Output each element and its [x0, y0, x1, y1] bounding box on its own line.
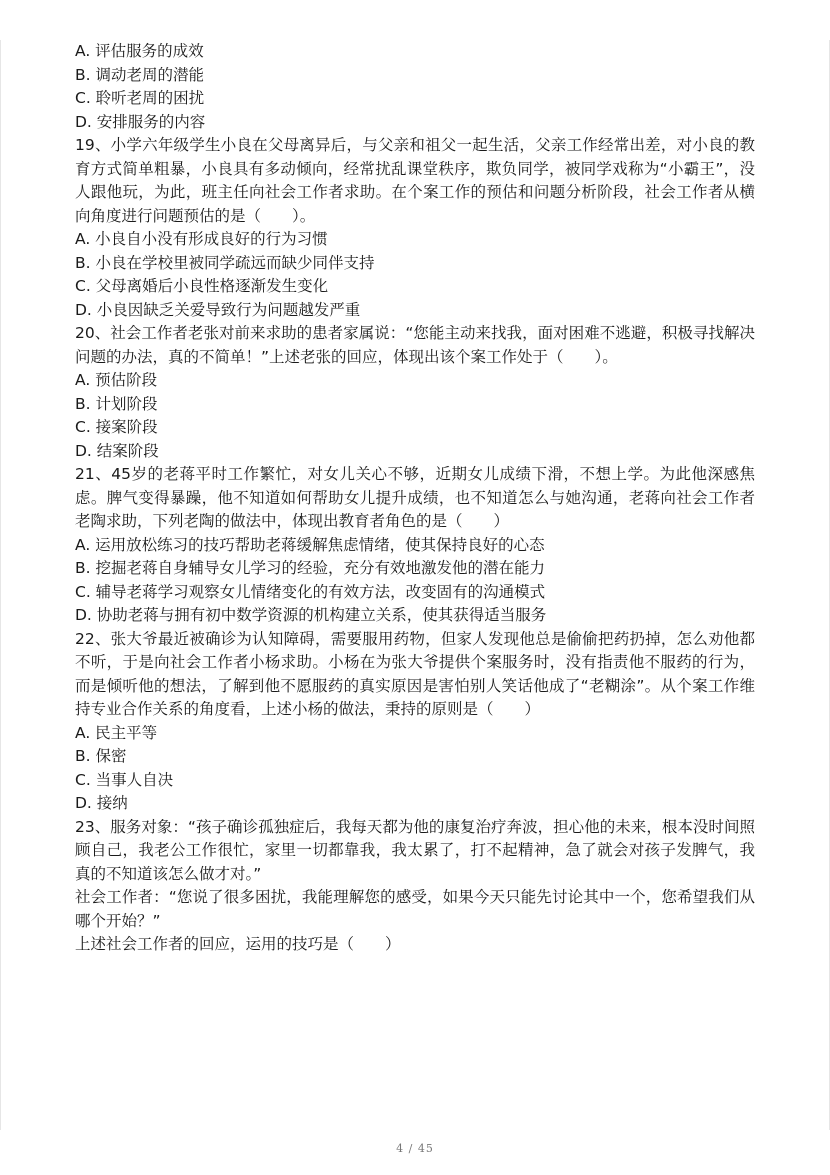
option-a: A. 评估服务的成效	[75, 42, 204, 60]
option-a: A. 小良自小没有形成良好的行为习惯	[75, 230, 328, 248]
option-c: C. 父母离婚后小良性格逐渐发生变化	[75, 277, 329, 295]
question-stem: 22、张大爷最近被确诊为认知障碍，需要服用药物，但家人发现他总是偷偷把药扔掉，怎么劝他都不听，于是向社会工作者小杨求助。小杨在为张大爷提供个案服务时，没有指责他不服药的行为，而是倾听他的想法，了解到他不愿服药的真实原因是害怕别人笑话他成了“老糊涂”。从个案工作维持专业合作关系的角度看，上述小杨的做法，秉持的原则是（ ）	[75, 629, 755, 718]
question-18-options	[75, 40, 755, 134]
option-b: B. 调动老周的潜能	[75, 65, 204, 84]
option-b: B. 计划阶段	[75, 394, 158, 413]
option-c: C. 接案阶段	[75, 418, 158, 436]
option-d: D. 安排服务的内容	[75, 112, 206, 131]
page-content	[75, 40, 755, 957]
option-b: B. 保密	[75, 747, 127, 765]
question-22	[75, 628, 755, 816]
question-prompt: 上述社会工作者的回应，运用的技巧是（ ）	[75, 935, 401, 953]
page-number: 4 / 45	[396, 1142, 434, 1155]
option-d: D. 协助老蒋与拥有初中数学资源的机构建立关系，使其获得适当服务	[75, 606, 547, 624]
question-19	[75, 134, 755, 322]
option-b: B. 挖掘老蒋自身辅导女儿学习的经验，充分有效地激发他的潜在能力	[75, 559, 545, 577]
option-a: A. 民主平等	[75, 723, 158, 742]
option-a: A. 预估阶段	[75, 371, 158, 389]
option-d: D. 小良因缺乏关爱导致行为问题越发严重	[75, 300, 361, 319]
option-d: D. 结案阶段	[75, 441, 159, 460]
page-edge-left	[0, 40, 1, 1130]
option-d: D. 接纳	[75, 794, 128, 812]
option-b: B. 小良在学校里被同学疏远而缺少同伴支持	[75, 253, 375, 272]
question-20	[75, 322, 755, 463]
question-stem: 20、社会工作者老张对前来求助的患者家属说：“您能主动来找我，面对困难不逃避，积极寻找解决问题的办法，真的不简单！”上述老张的回应，体现出该个案工作处于（ ）。	[75, 324, 755, 366]
option-a: A. 运用放松练习的技巧帮助老蒋缓解焦虑情绪，使其保持良好的心态	[75, 535, 545, 554]
option-c: C. 辅导老蒋学习观察女儿情绪变化的有效方法，改变固有的沟通模式	[75, 582, 546, 601]
question-stem: 19、小学六年级学生小良在父母离异后，与父亲和祖父一起生活，父亲工作经常出差，对小良的教育方式简单粗暴，小良具有多动倾向，经常扰乱课堂秩序，欺负同学，被同学戏称为“小霸王”，没人跟他玩，为此，班主任向社会工作者求助。在个案工作的预估和问题分析阶段，社会工作者从横向角度进行问题预估的是（ ）。	[75, 136, 755, 225]
option-c: C. 当事人自决	[75, 770, 174, 789]
client-statement: 23、服务对象：“孩子确诊孤独症后，我每天都为他的康复治疗奔波，担心他的未来，根本没时间照顾自己，我老公工作很忙，家里一切都靠我，我太累了，打不起精神，急了就会对孩子发脾气，我真的不知道该怎么做才对。”	[75, 817, 755, 883]
question-stem: 21、45岁的老蒋平时工作繁忙，对女儿关心不够，近期女儿成绩下滑，不想上学。为此他深感焦虑。脾气变得暴躁，他不知道如何帮助女儿提升成绩，也不知道怎么与她沟通，老蒋向社会工作者老陶求助，下列老陶的做法中，体现出教育者角色的是（ ）	[75, 465, 755, 530]
question-23	[75, 816, 755, 957]
question-21	[75, 463, 755, 628]
option-c: C. 聆听老周的困扰	[75, 89, 205, 107]
worker-response: 社会工作者：“您说了很多困扰，我能理解您的感受，如果今天只能先讨论其中一个，您希望我们从哪个开始？”	[75, 888, 755, 930]
